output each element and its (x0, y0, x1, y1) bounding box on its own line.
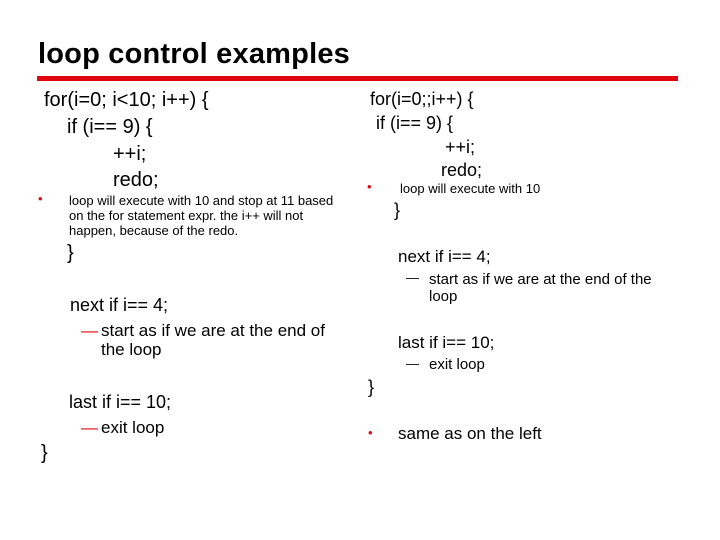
left-next-label: next if i== 4; (70, 295, 169, 315)
right-close-inner-brace: } (394, 200, 401, 220)
left-code-line-4: redo; (113, 169, 159, 191)
right-summary: same as on the left (398, 424, 542, 443)
right-code-line-3: ++i; (445, 137, 476, 157)
right-last-label: last if i== 10; (398, 333, 495, 352)
right-code-line-4: redo; (441, 160, 483, 180)
right-code-line-1: for(i=0;;i++) { (370, 89, 474, 109)
left-note: loop will execute with 10 and stop at 11 based on the for statement expr. the i++ will not happen, because of the redo. (69, 193, 334, 238)
left-code-line-3: ++i; (113, 143, 147, 165)
left-close-inner-brace: } (67, 242, 74, 264)
right-next-label: next if i== 4; (398, 247, 491, 266)
right-next-dash: — (406, 270, 419, 285)
left-last-desc: exit loop (101, 418, 165, 437)
right-close-outer-brace: } (368, 377, 375, 397)
left-last-dash: — (81, 418, 98, 437)
bullet-dot: • (367, 179, 372, 194)
slide-title: loop control examples (38, 38, 350, 70)
bullet-dot: • (38, 191, 43, 206)
title-underline (37, 76, 678, 81)
right-last-desc: exit loop (429, 356, 485, 373)
right-next-desc: start as if we are at the end of the loop (429, 271, 652, 305)
right-last-dash: — (406, 356, 419, 371)
left-last-label: last if i== 10; (69, 392, 172, 412)
left-next-dash: — (81, 321, 98, 340)
left-next-desc: start as if we are at the end of the loop (101, 321, 325, 359)
left-close-outer-brace: } (41, 442, 48, 464)
right-code-line-2: if (i== 9) { (376, 113, 454, 133)
left-code-line-1: for(i=0; i<10; i++) { (44, 89, 209, 111)
right-note: loop will execute with 10 (400, 181, 541, 196)
bullet-dot: • (368, 425, 373, 440)
left-code-line-2: if (i== 9) { (67, 116, 153, 138)
